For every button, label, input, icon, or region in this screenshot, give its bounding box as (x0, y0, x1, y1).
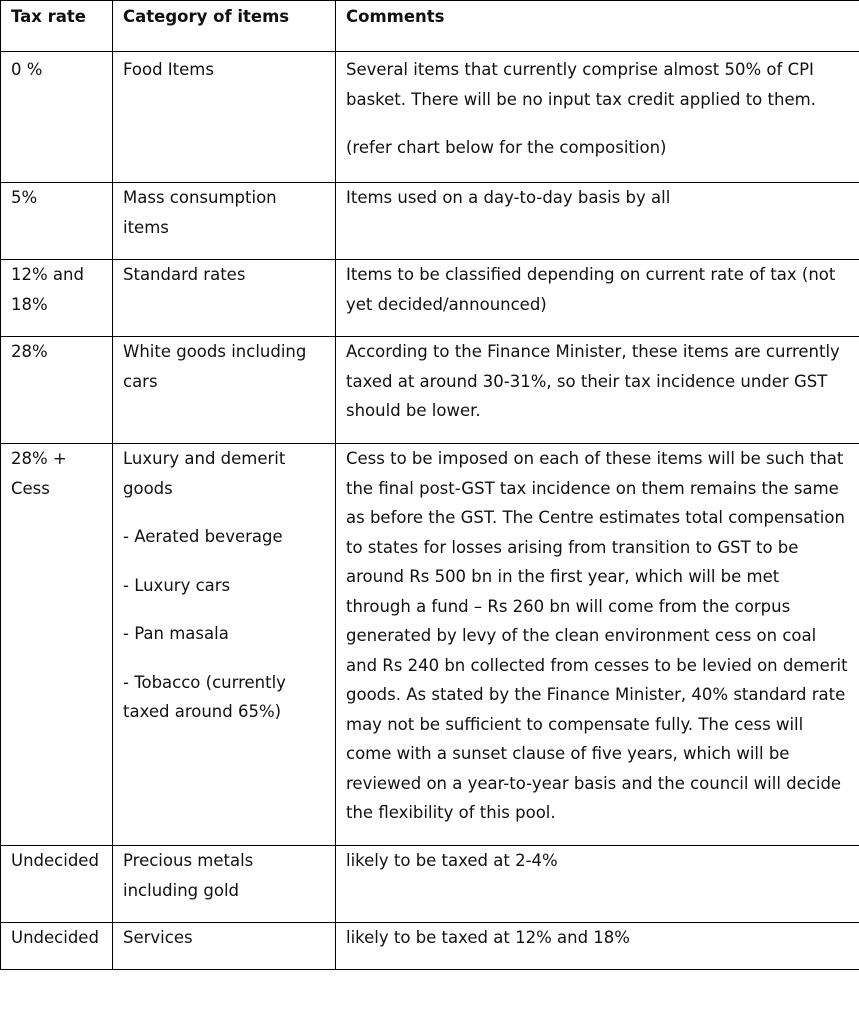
header-comments: Comments (336, 1, 859, 52)
table-row (1, 337, 859, 444)
table-header-row (1, 1, 859, 52)
category-cell: Precious metals including gold (113, 846, 336, 923)
tax-rate-cell: 0 % (1, 52, 113, 183)
tax-rate-cell: Undecided (1, 846, 113, 923)
category-cell: Mass consumption items (113, 183, 336, 260)
comments-cell: Cess to be imposed on each of these items will be such that the final post-GST tax incidence on them remains the same as before the GST. The Centre estimates total compensation to states for losses arising from transition to GST to be around Rs 500 bn in the first year, which will be met through a fund – Rs 260 bn will come from the corpus generated by levy of the clean environment cess on coal and Rs 240 bn collected from cesses to be levied on demerit goods. As stated by the Finance Minister, 40% standard rate may not be sufficient to compensate fully. The cess will come with a sunset clause of five years, which will be reviewed on a year-to-year basis and the council will decide the flexibility of this pool. (336, 444, 859, 846)
header-tax-rate: Tax rate (1, 1, 113, 52)
comments-cell: According to the Finance Minister, these items are currently taxed at around 30-31%, so their tax incidence under GST should be lower. (336, 337, 859, 444)
comments-cell: likely to be taxed at 12% and 18% (336, 923, 859, 970)
tax-rate-cell: Undecided (1, 923, 113, 970)
comments-cell: Items to be classified depending on current rate of tax (not yet decided/announced) (336, 260, 859, 337)
category-cell: Luxury and demerit goods - Aerated beverage - Luxury cars - Pan masala - Tobacco (currently taxed around 65%) (113, 444, 336, 846)
category-cell: White goods including cars (113, 337, 336, 444)
category-cell: Food Items (113, 52, 336, 183)
table-row (1, 183, 859, 260)
category-cell: Services (113, 923, 336, 970)
tax-rate-cell: 12% and 18% (1, 260, 113, 337)
header-category: Category of items (113, 1, 336, 52)
tax-rate-cell: 28% (1, 337, 113, 444)
category-cell: Standard rates (113, 260, 336, 337)
table-row (1, 846, 859, 923)
tax-rate-cell: 28% + Cess (1, 444, 113, 846)
table-row (1, 260, 859, 337)
table-row (1, 444, 859, 846)
comments-cell: Items used on a day-to-day basis by all (336, 183, 859, 260)
comments-cell: likely to be taxed at 2-4% (336, 846, 859, 923)
tax-rate-cell: 5% (1, 183, 113, 260)
comments-cell: Several items that currently comprise almost 50% of CPI basket. There will be no input tax credit applied to them. (refer chart below for the composition) (336, 52, 859, 183)
table-row (1, 52, 859, 183)
table-row (1, 923, 859, 970)
